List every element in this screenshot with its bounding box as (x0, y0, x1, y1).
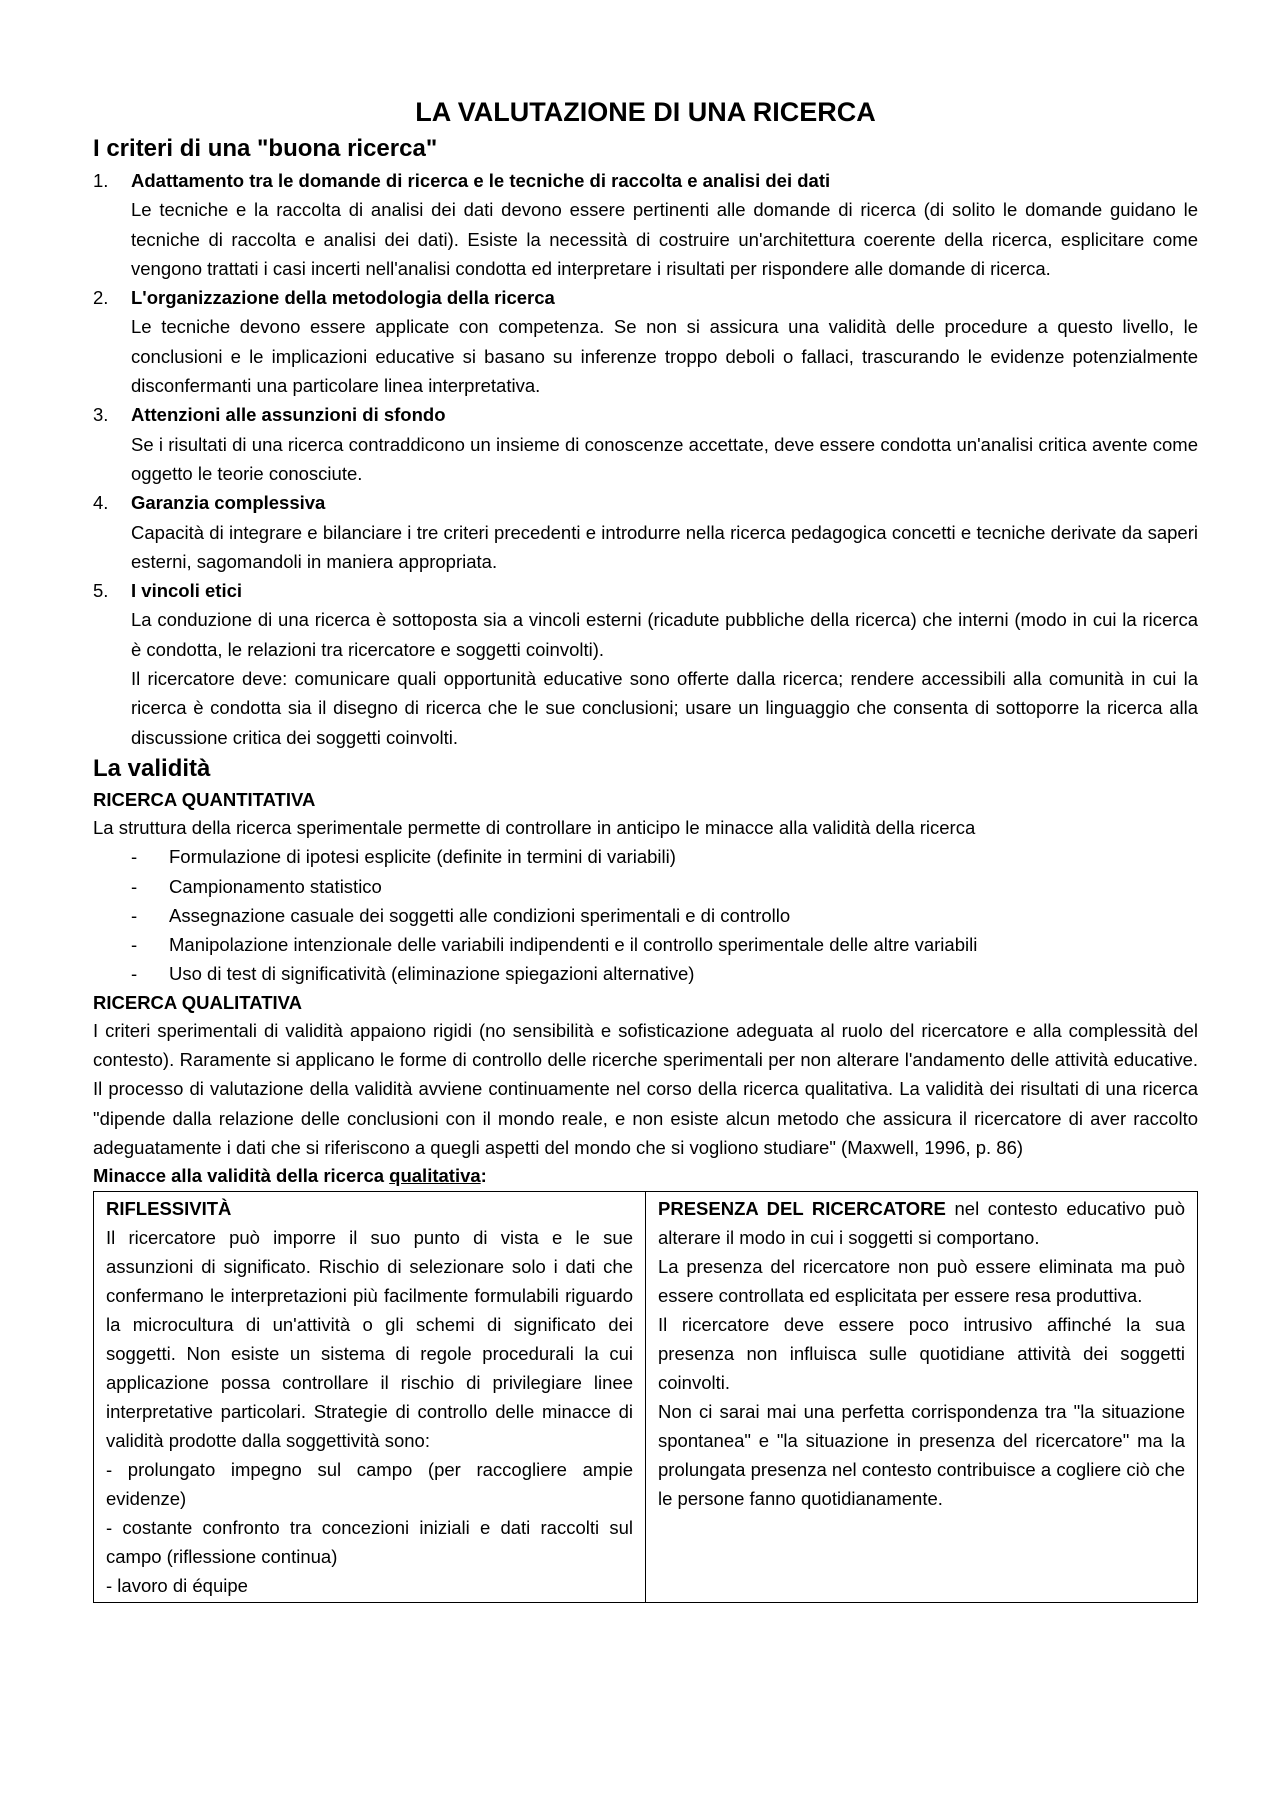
qualitative-body: I criteri sperimentali di validità appaiono rigidi (no sensibilità e sofisticazione adeguata al ruolo del ricercatore e alla complessità del contesto). Raramente si applicano le forme di controllo delle ricerche sperimentali per non alterare l'andamento delle attività educative. Il processo di valutazione della validità avviene continuamente nel corso della ricerca qualitativa. La validità dei risultati di una ricerca "dipende dalla relazione delle conclusioni con il mondo reale, e non esiste alcun metodo che assicura il ricercatore di aver raccolto adeguatamente i dati che si riferiscono a quegli aspetti del mondo che si vogliono studiare" (Maxwell, 1996, p. 86) (93, 1019, 1198, 1158)
list-item (131, 930, 1198, 959)
quantitative-intro: La struttura della ricerca sperimentale permette di controllare in anticipo le minacce alla validità della ricerca (93, 816, 976, 838)
presence-heading-rest: nel contesto educativo può alterare il modo in cui i soggetti si comportano. (658, 1198, 1185, 1249)
reflexivity-cell (94, 1192, 646, 1603)
list-item-text: Uso di test di significatività (eliminazione spiegazioni alternative) (169, 963, 695, 985)
reflexivity-heading: RIFLESSIVITÀ (106, 1198, 232, 1220)
threats-table (93, 1191, 1198, 1603)
threats-title-suffix: : (480, 1165, 487, 1187)
criterion-text: La conduzione di una ricerca è sottoposta sia a vincoli esterni (ricadute pubbliche della ricerca) che interni (modo in cui la ricerca è condotta, le relazioni tra ricercatore e soggetti coinvolti). (131, 609, 1198, 660)
cell-text: La presenza del ricercatore non può essere eliminata ma può essere controllata ed esplicitata per essere resa produttiva. (658, 1256, 1185, 1307)
criterion-title: L'organizzazione della metodologia della ricerca (131, 287, 555, 309)
researcher-presence-cell (646, 1192, 1198, 1603)
presence-heading: PRESENZA DEL RICERCATORE (658, 1198, 946, 1220)
threats-title-prefix: Minacce alla validità della ricerca (93, 1165, 390, 1187)
qualitative-heading: RICERCA QUALITATIVA (93, 991, 302, 1013)
validity-heading: La validità (93, 754, 211, 782)
item-number: 4. (93, 492, 109, 514)
criterion-title: Garanzia complessiva (131, 492, 326, 514)
criterion-text: Le tecniche e la raccolta di analisi dei dati devono essere pertinenti alle domande di ricerca (di solito le domande guidano le tecniche di raccolta e analisi dei dati). Esiste la necessità di costruire un'architettura coerente della ricerca, esplicitare come vengono trattati i casi incerti nell'analisi condotta ed interpretare i risultati per rispondere alle domande di ricerca. (131, 199, 1198, 279)
dash-bullet: - (131, 934, 138, 956)
list-item-text: Campionamento statistico (169, 875, 382, 897)
criterion-text: Se i risultati di una ricerca contraddicono un insieme di conoscenze accettate, deve essere condotta un'analisi critica avente come oggetto le teorie conosciute. (131, 433, 1198, 484)
criterion-title: Attenzioni alle assunzioni di sfondo (131, 404, 446, 426)
list-item-text: Assegnazione casuale dei soggetti alle condizioni sperimentali e di controllo (169, 904, 791, 926)
page-title: LA VALUTAZIONE DI UNA RICERCA (415, 97, 876, 127)
list-item (93, 488, 1198, 576)
list-item (93, 400, 1198, 488)
list-item (131, 901, 1198, 930)
dash-bullet: - (131, 875, 138, 897)
item-number: 5. (93, 580, 109, 602)
list-item (93, 166, 1198, 283)
item-number: 2. (93, 287, 109, 309)
dash-bullet: - (131, 904, 138, 926)
criterion-title: Adattamento tra le domande di ricerca e le tecniche di raccolta e analisi dei dati (131, 170, 831, 191)
criterion-title: I vincoli etici (131, 580, 243, 602)
cell-text: - lavoro di équipe (106, 1575, 248, 1597)
quantitative-heading: RICERCA QUANTITATIVA (93, 788, 316, 810)
criteria-list (93, 166, 1198, 752)
cell-text: - prolungato impegno sul campo (per raccogliere ampie evidenze) (106, 1459, 633, 1510)
cell-text: Il ricercatore deve essere poco intrusivo affinché la sua presenza non influisca sulle quotidiane attività dei soggetti coinvolti. (658, 1314, 1185, 1394)
list-item-text: Manipolazione intenzionale delle variabili indipendenti e il controllo sperimentale delle altre variabili (169, 934, 978, 956)
list-item (131, 959, 1198, 988)
criterion-text: Capacità di integrare e bilanciare i tre criteri precedenti e introdurre nella ricerca pedagogica concetti e tecniche derivate da saperi esterni, sagomandoli in maniera appropriata. (131, 521, 1198, 572)
item-number: 3. (93, 404, 109, 426)
table-row (94, 1192, 1198, 1603)
quantitative-list (93, 842, 1198, 988)
list-item (93, 283, 1198, 400)
list-item (131, 872, 1198, 901)
list-item (93, 576, 1198, 752)
document-page (93, 92, 1198, 1603)
cell-text: - costante confronto tra concezioni iniziali e dati raccolti sul campo (riflessione continua) (106, 1517, 633, 1568)
cell-text: Il ricercatore può imporre il suo punto di vista e le sue assunzioni di significato. Rischio di selezionare solo i dati che confermano le interpretazioni più facilmente formulabili riguardo la microcultura di un'attività o gli schemi di significato dei soggetti. Non esiste un sistema di regole procedurali la cui applicazione possa controllare il rischio di privilegiare linee interpretative particolari. Strategie di controllo delle minacce di validità prodotte dalla soggettività sono: (106, 1227, 633, 1452)
list-item-text: Formulazione di ipotesi esplicite (definite in termini di variabili) (169, 846, 676, 868)
item-number: 1. (93, 170, 109, 191)
criteria-heading: I criteri di una "buona ricerca" (93, 135, 438, 162)
criterion-text: Le tecniche devono essere applicate con competenza. Se non si assicura una validità delle procedure a questo livello, le conclusioni e le implicazioni educative si basano su inferenze troppo deboli o fallaci, trascurando le evidenze potenzialmente disconfermanti una particolare linea interpretativa. (131, 316, 1198, 397)
criterion-text: Il ricercatore deve: comunicare quali opportunità educative sono offerte dalla ricerca; rendere accessibili alla comunità in cui la ricerca è condotta sia il disegno di ricerca che le sue conclusioni; usare un linguaggio che consenta di sottoporre la ricerca alla discussione critica dei soggetti coinvolti. (131, 668, 1198, 748)
presence-intro (658, 1194, 1185, 1252)
dash-bullet: - (131, 963, 138, 985)
list-item (131, 842, 1198, 871)
threats-title-underlined: qualitativa (389, 1165, 481, 1187)
threats-title (93, 1162, 1198, 1189)
cell-text: Non ci sarai mai una perfetta corrispondenza tra "la situazione spontanea" e "la situazione in presenza del ricercatore" ma la prolungata presenza nel contesto contribuisce a cogliere ciò che le persone fanno quotidianamente. (658, 1401, 1185, 1510)
dash-bullet: - (131, 846, 138, 868)
